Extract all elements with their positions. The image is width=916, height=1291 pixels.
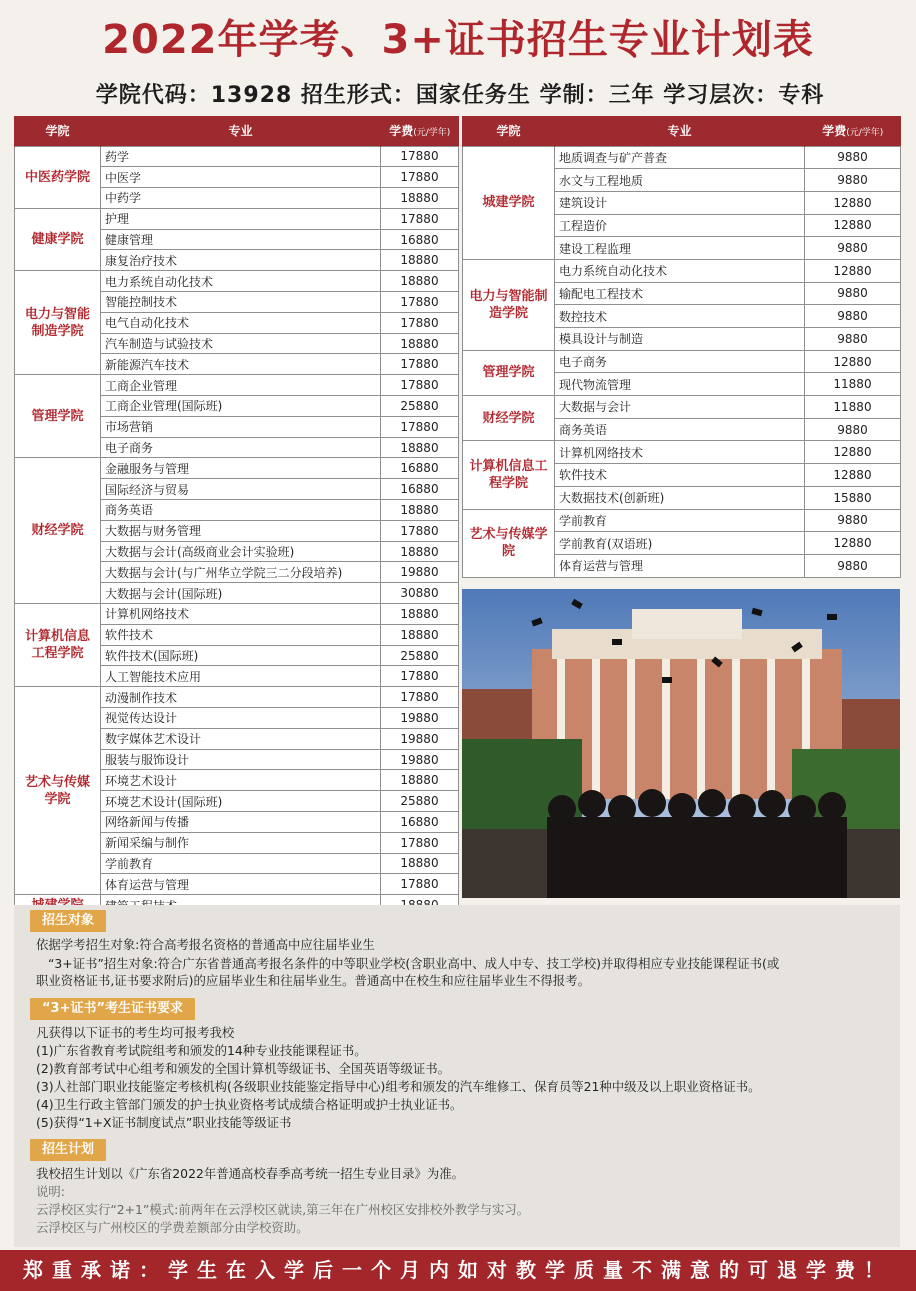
major-name: 学前教育 — [101, 853, 381, 874]
college-name: 艺术与传媒学院 — [463, 509, 555, 577]
plan-line: 我校招生计划以《广东省2022年普通高校春季高考统一招生专业目录》为准。 — [36, 1166, 465, 1181]
tuition-fee: 19880 — [381, 708, 459, 729]
college-name: 管理学院 — [463, 350, 555, 395]
tuition-fee: 17880 — [381, 874, 459, 895]
header-major: 专业 — [101, 116, 381, 146]
target-line: “3+证书”招生对象:符合广东省普通高考报名条件的中等职业学校(含职业高中、成人中专、技工学校)并取得相应专业技能课程证书(或 — [48, 956, 780, 971]
table-row — [463, 396, 901, 419]
major-name: 建筑设计 — [555, 191, 805, 214]
tuition-fee: 18880 — [381, 624, 459, 645]
major-name: 电子商务 — [555, 350, 805, 373]
tuition-fee: 16880 — [381, 458, 459, 479]
major-name: 商务英语 — [101, 500, 381, 521]
tuition-fee: 25880 — [381, 791, 459, 812]
tuition-fee: 18880 — [381, 604, 459, 625]
header-fee-unit: (元/学年) — [846, 128, 884, 139]
table-row — [15, 208, 459, 229]
tuition-fee: 17880 — [381, 832, 459, 853]
major-name: 大数据与会计(高级商业会计实验班) — [101, 541, 381, 562]
major-name: 体育运营与管理 — [101, 874, 381, 895]
tuition-fee: 25880 — [381, 396, 459, 417]
table-row — [463, 441, 901, 464]
major-name: 地质调查与矿产普查 — [555, 146, 805, 169]
major-name: 电力系统自动化技术 — [555, 259, 805, 282]
tuition-fee: 18880 — [381, 333, 459, 354]
tuition-fee: 9880 — [805, 554, 901, 577]
tuition-fee: 9880 — [805, 509, 901, 532]
table-row — [463, 350, 901, 373]
tuition-fee: 17880 — [381, 375, 459, 396]
plan-note: 说明: — [36, 1184, 65, 1199]
college-name: 中医药学院 — [15, 146, 101, 208]
tuition-fee: 12880 — [805, 191, 901, 214]
section-heading-plan: 招生计划 — [30, 1139, 106, 1161]
tuition-fee: 17880 — [381, 208, 459, 229]
tuition-fee: 12880 — [805, 350, 901, 373]
cert-line: 凡获得以下证书的考生均可报考我校 — [36, 1025, 235, 1040]
graduation-photo — [462, 589, 900, 898]
tuition-fee: 15880 — [805, 486, 901, 509]
college-name: 健康学院 — [15, 208, 101, 270]
section-heading-cert: “3+证书”考生证书要求 — [30, 998, 195, 1020]
table-row — [15, 458, 459, 479]
major-name: 软件技术 — [101, 624, 381, 645]
major-name: 大数据与会计(国际班) — [101, 583, 381, 604]
tuition-fee: 18880 — [381, 188, 459, 209]
major-name: 市场营销 — [101, 416, 381, 437]
header-fee: 学费(元/学年) — [805, 116, 901, 146]
major-name: 中药学 — [101, 188, 381, 209]
major-name: 电力系统自动化技术 — [101, 271, 381, 292]
target-line: 职业资格证书,证书要求附后)的应届毕业生和往届毕业生。普通高中在校生和应往届毕业生不得报考。 — [36, 973, 590, 988]
section-heading-target: 招生对象 — [30, 910, 106, 932]
page-subtitle: 学院代码：13928 招生形式：国家任务生 学制：三年 学习层次：专科 — [95, 83, 825, 108]
college-name: 艺术与传媒学院 — [15, 687, 101, 895]
major-name: 健康管理 — [101, 229, 381, 250]
tuition-fee: 17880 — [381, 520, 459, 541]
major-name: 大数据与会计 — [555, 396, 805, 419]
major-name: 现代物流管理 — [555, 373, 805, 396]
tuition-fee: 16880 — [381, 479, 459, 500]
cert-line: (5)获得“1+X证书制度试点”职业技能等级证书 — [36, 1115, 292, 1130]
college-name: 管理学院 — [15, 375, 101, 458]
graduation-photo-illustration — [462, 589, 900, 898]
plan-note: 云浮校区与广州校区的学费差额部分由学校资助。 — [36, 1220, 309, 1235]
tuition-fee: 9880 — [805, 305, 901, 328]
major-name: 计算机网络技术 — [555, 441, 805, 464]
tuition-fee: 9880 — [805, 169, 901, 192]
major-name: 工商企业管理 — [101, 375, 381, 396]
table-row — [463, 509, 901, 532]
tuition-fee: 9880 — [805, 237, 901, 260]
major-name: 工程造价 — [555, 214, 805, 237]
tuition-fee: 11880 — [805, 396, 901, 419]
tuition-fee: 18880 — [381, 770, 459, 791]
tuition-fee: 18880 — [381, 500, 459, 521]
college-name: 财经学院 — [463, 396, 555, 441]
left-plan-table — [14, 116, 459, 916]
header-college: 学院 — [463, 116, 555, 146]
major-name: 智能控制技术 — [101, 292, 381, 313]
tuition-fee: 17880 — [381, 416, 459, 437]
tuition-fee: 17880 — [381, 146, 459, 167]
tuition-fee: 18880 — [381, 250, 459, 271]
header-college: 学院 — [15, 116, 101, 146]
tuition-fee: 16880 — [381, 812, 459, 833]
right-plan-table — [462, 116, 901, 578]
major-name: 网络新闻与传播 — [101, 812, 381, 833]
college-name: 财经学院 — [15, 458, 101, 604]
table-row — [463, 259, 901, 282]
college-name: 计算机信息工程学院 — [463, 441, 555, 509]
major-name: 水文与工程地质 — [555, 169, 805, 192]
major-name: 体育运营与管理 — [555, 554, 805, 577]
tuition-fee: 19880 — [381, 749, 459, 770]
major-name: 动漫制作技术 — [101, 687, 381, 708]
tuition-fee: 9880 — [805, 146, 901, 169]
tuition-fee: 17880 — [381, 687, 459, 708]
cert-line: (3)人社部门职业技能鉴定考核机构(各级职业技能鉴定指导中心)组考和颁发的汽车维修工、保育员等21种中级及以上职业资格证书。 — [36, 1079, 761, 1094]
major-name: 电子商务 — [101, 437, 381, 458]
major-name: 商务英语 — [555, 418, 805, 441]
major-name: 软件技术 — [555, 464, 805, 487]
college-name: 电力与智能制造学院 — [463, 259, 555, 350]
cert-line: (1)广东省教育考试院组考和颁发的14种专业技能课程证书。 — [36, 1043, 367, 1058]
major-name: 新能源汽车技术 — [101, 354, 381, 375]
college-name: 城建学院 — [463, 146, 555, 259]
table-row — [15, 375, 459, 396]
major-name: 环境艺术设计(国际班) — [101, 791, 381, 812]
major-name: 工商企业管理(国际班) — [101, 396, 381, 417]
major-name: 大数据与财务管理 — [101, 520, 381, 541]
tuition-fee: 18880 — [381, 271, 459, 292]
table-row — [15, 271, 459, 292]
tuition-fee: 16880 — [381, 229, 459, 250]
tuition-fee: 17880 — [381, 666, 459, 687]
college-name: 计算机信息工程学院 — [15, 604, 101, 687]
major-name: 环境艺术设计 — [101, 770, 381, 791]
tuition-fee: 17880 — [381, 354, 459, 375]
major-name: 模具设计与制造 — [555, 328, 805, 351]
target-line: 依据学考招生对象:符合高考报名资格的普通高中应往届毕业生 — [36, 937, 375, 952]
tuition-fee: 25880 — [381, 645, 459, 666]
major-name: 中医学 — [101, 167, 381, 188]
tuition-fee: 12880 — [805, 464, 901, 487]
major-name: 康复治疗技术 — [101, 250, 381, 271]
table-header-row — [463, 116, 901, 146]
college-name: 电力与智能制造学院 — [15, 271, 101, 375]
major-name: 输配电工程技术 — [555, 282, 805, 305]
header-fee-unit: (元/学年) — [413, 128, 451, 139]
tuition-fee: 19880 — [381, 728, 459, 749]
page-title: 2022年学考、3+证书招生专业计划表 — [102, 17, 814, 63]
major-name: 学前教育(双语班) — [555, 532, 805, 555]
table-header-row — [15, 116, 459, 146]
table-row — [15, 604, 459, 625]
tuition-fee: 9880 — [805, 418, 901, 441]
cert-line: (2)教育部考试中心组考和颁发的全国计算机等级证书、全国英语等级证书。 — [36, 1061, 451, 1076]
major-name: 护理 — [101, 208, 381, 229]
tuition-fee: 17880 — [381, 292, 459, 313]
major-name: 数字媒体艺术设计 — [101, 728, 381, 749]
major-name: 国际经济与贸易 — [101, 479, 381, 500]
major-name: 电气自动化技术 — [101, 312, 381, 333]
major-name: 计算机网络技术 — [101, 604, 381, 625]
cert-line: (4)卫生行政主管部门颁发的护士执业资格考试成绩合格证明或护士执业证书。 — [36, 1097, 463, 1112]
major-name: 软件技术(国际班) — [101, 645, 381, 666]
major-name: 视觉传达设计 — [101, 708, 381, 729]
header-fee: 学费(元/学年) — [381, 116, 459, 146]
plan-note: 云浮校区实行“2+1”模式:前两年在云浮校区就读,第三年在广州校区安排校外教学与实习。 — [36, 1202, 530, 1217]
tuition-fee: 9880 — [805, 282, 901, 305]
major-name: 新闻采编与制作 — [101, 832, 381, 853]
table-row — [15, 146, 459, 167]
tuition-fee: 19880 — [381, 562, 459, 583]
major-name: 建设工程监理 — [555, 237, 805, 260]
major-name: 大数据与会计(与广州华立学院三二分段培养) — [101, 562, 381, 583]
tuition-fee: 9880 — [805, 328, 901, 351]
tuition-fee: 12880 — [805, 441, 901, 464]
major-name: 服装与服饰设计 — [101, 749, 381, 770]
info-panel — [14, 905, 900, 1247]
major-name: 学前教育 — [555, 509, 805, 532]
major-name: 人工智能技术应用 — [101, 666, 381, 687]
major-name: 数控技术 — [555, 305, 805, 328]
table-row — [463, 146, 901, 169]
tuition-fee: 12880 — [805, 214, 901, 237]
tuition-fee: 30880 — [381, 583, 459, 604]
major-name: 药学 — [101, 146, 381, 167]
footer-promise: 郑重承诺：学生在入学后一个月内如对教学质量不满意的可退学费！ — [0, 1250, 916, 1291]
tuition-fee: 12880 — [805, 532, 901, 555]
tuition-fee: 18880 — [381, 437, 459, 458]
tuition-fee: 18880 — [381, 541, 459, 562]
major-name: 汽车制造与试验技术 — [101, 333, 381, 354]
tuition-fee: 17880 — [381, 312, 459, 333]
table-row — [15, 687, 459, 708]
tuition-fee: 12880 — [805, 259, 901, 282]
tuition-fee: 11880 — [805, 373, 901, 396]
header-major: 专业 — [555, 116, 805, 146]
tuition-fee: 17880 — [381, 167, 459, 188]
major-name: 金融服务与管理 — [101, 458, 381, 479]
major-name: 大数据技术(创新班) — [555, 486, 805, 509]
tuition-fee: 18880 — [381, 853, 459, 874]
